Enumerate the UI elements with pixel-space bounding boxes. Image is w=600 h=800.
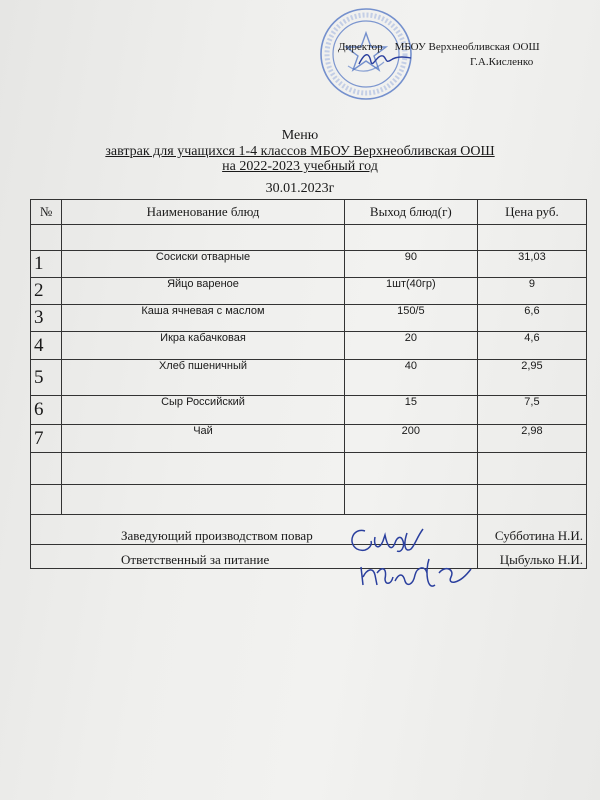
approval-position: Директор: [338, 41, 383, 53]
empty-cell: [31, 453, 62, 485]
row-number: 6: [31, 396, 62, 425]
row-yield: 90: [344, 251, 477, 278]
row-dish: Икра кабачковая: [62, 332, 345, 360]
row-number: 4: [31, 332, 62, 360]
empty-cell: [477, 485, 586, 515]
empty-cell: [62, 453, 345, 485]
row-price: 9: [477, 278, 586, 305]
table-row: [31, 360, 587, 396]
empty-cell: [344, 453, 477, 485]
responsible-person-signature-icon: [355, 555, 475, 595]
header-price: Цена руб.: [477, 200, 586, 225]
row-yield: 15: [344, 396, 477, 425]
production-manager-name: Субботина Н.И.: [477, 515, 586, 545]
footer-row-responsible: [31, 545, 587, 569]
table-row-empty: [31, 225, 587, 251]
row-number: 2: [31, 278, 62, 305]
row-dish: Хлеб пшеничный: [62, 360, 345, 396]
table-row-empty: [31, 485, 587, 515]
row-price: 2,95: [477, 360, 586, 396]
table-row: [31, 332, 587, 360]
table-row: [31, 278, 587, 305]
empty-cell: [477, 453, 586, 485]
director-signature-icon: [355, 48, 415, 70]
menu-title: Меню: [281, 128, 319, 143]
production-manager-label: Заведующий производством повар: [31, 515, 478, 545]
menu-school-year: на 2022-2023 учебный год: [222, 159, 378, 174]
row-yield: 150/5: [344, 305, 477, 332]
empty-cell: [62, 225, 345, 251]
approval-block: [0, 0, 600, 130]
row-number: 3: [31, 305, 62, 332]
row-number: 1: [31, 251, 62, 278]
footer-row-production: [31, 515, 587, 545]
empty-cell: [31, 225, 62, 251]
row-number: 5: [31, 360, 62, 396]
header-yield: Выход блюд(г): [344, 200, 477, 225]
row-price: 6,6: [477, 305, 586, 332]
row-price: 2,98: [477, 425, 586, 453]
row-price: 31,03: [477, 251, 586, 278]
row-price: 7,5: [477, 396, 586, 425]
approval-school: МБОУ Верхнеобливская ООШ: [394, 41, 540, 53]
table-row: [31, 396, 587, 425]
table-row: [31, 425, 587, 453]
menu-subtitle: завтрак для учащихся 1-4 классов МБОУ Верхнеобливская ООШ: [105, 144, 495, 159]
header-number: №: [31, 200, 62, 225]
menu-table: [30, 199, 587, 569]
row-yield: 40: [344, 360, 477, 396]
row-yield: 200: [344, 425, 477, 453]
empty-cell: [344, 485, 477, 515]
table-row-empty: [31, 453, 587, 485]
approval-signer: Г.А.Кисленко: [470, 56, 534, 68]
menu-date: 30.01.2023г: [265, 181, 335, 196]
responsible-person-name: Цыбулько Н.И.: [477, 545, 586, 569]
empty-cell: [62, 485, 345, 515]
table-row: [31, 305, 587, 332]
row-dish: Каша ячневая с маслом: [62, 305, 345, 332]
row-dish: Сосиски отварные: [62, 251, 345, 278]
table-header-row: [31, 200, 587, 225]
empty-cell: [477, 225, 586, 251]
row-dish: Яйцо вареное: [62, 278, 345, 305]
header-dish: Наименование блюд: [62, 200, 345, 225]
table-row: [31, 251, 587, 278]
empty-cell: [31, 485, 62, 515]
row-dish: Чай: [62, 425, 345, 453]
row-yield: 1шт(40гр): [344, 278, 477, 305]
row-dish: Сыр Российский: [62, 396, 345, 425]
row-price: 4,6: [477, 332, 586, 360]
row-yield: 20: [344, 332, 477, 360]
responsible-person-label: Ответственный за питание: [31, 545, 478, 569]
row-number: 7: [31, 425, 62, 453]
empty-cell: [344, 225, 477, 251]
